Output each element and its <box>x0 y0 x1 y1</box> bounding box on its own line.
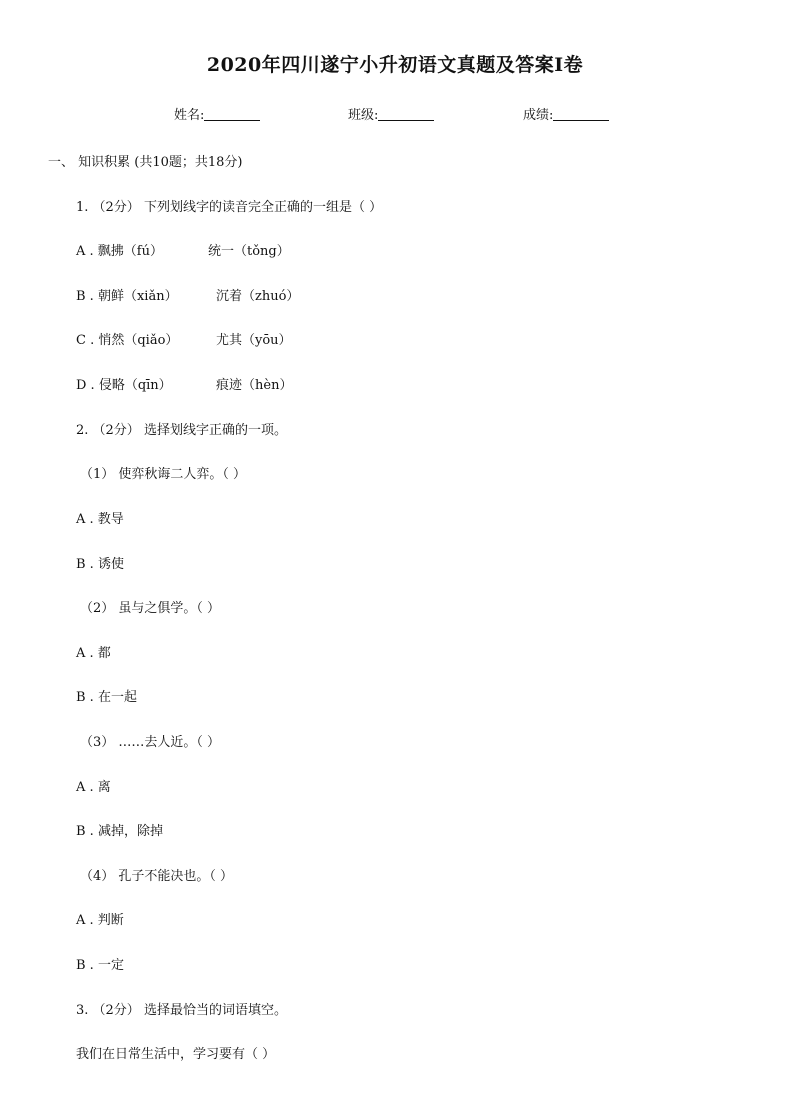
question-3-stem: 3. （2分） 选择最恰当的词语填空。 <box>76 1003 287 1018</box>
q1-option-a-first: A . 飘拂（fú） <box>76 244 163 259</box>
q1-option-c-first: C . 悄然（qiǎo） <box>76 333 179 348</box>
q2-sub4: （4） 孔子不能决也。（ ） <box>80 869 234 884</box>
q1-option-c-second: 尤其（yōu） <box>216 333 292 348</box>
q2-sub4-option-a: A . 判断 <box>76 913 124 928</box>
class-field <box>348 104 434 123</box>
q2-sub2: （2） 虽与之俱学。（ ） <box>80 601 221 616</box>
question-3-text: 我们在日常生活中，学习要有（ ） <box>76 1047 276 1062</box>
student-info-row <box>0 104 790 124</box>
q2-sub2-option-b: B . 在一起 <box>76 690 137 705</box>
document-title: 2020年四川遂宁小升初语文真题及答案Ⅰ卷 <box>206 54 584 76</box>
q2-sub1-option-b: B . 诱使 <box>76 557 124 572</box>
name-blank <box>204 107 260 121</box>
q1-option-b <box>76 285 300 304</box>
q1-option-a-second: 统一（tǒng） <box>208 244 290 259</box>
q2-sub3-option-b: B . 减掉，除掉 <box>76 824 163 839</box>
q1-option-b-second: 沉着（zhuó） <box>216 289 300 304</box>
name-label: 姓名: <box>174 108 205 123</box>
q1-option-a <box>76 240 290 259</box>
q1-option-d-second: 痕迹（hèn） <box>216 378 293 393</box>
q1-option-c <box>76 329 292 348</box>
name-field <box>174 104 260 123</box>
score-label: 成绩: <box>523 108 554 123</box>
q2-sub1: （1） 使弈秋诲二人弈。（ ） <box>80 467 247 482</box>
score-blank <box>553 107 609 121</box>
class-blank <box>378 107 434 121</box>
q1-option-b-first: B . 朝鲜（xiǎn） <box>76 289 178 304</box>
question-1-stem: 1. （2分） 下列划线字的读音完全正确的一组是（ ） <box>76 200 383 215</box>
q2-sub3-option-a: A . 离 <box>76 780 111 795</box>
score-field <box>523 104 609 123</box>
q1-option-d-first: D . 侵略（qīn） <box>76 378 172 393</box>
section-heading: 一、 知识积累 (共10题；共18分) <box>48 155 243 170</box>
class-label: 班级: <box>348 108 379 123</box>
q2-sub2-option-a: A . 都 <box>76 646 111 661</box>
q2-sub1-option-a: A . 教导 <box>76 512 124 527</box>
question-2-stem: 2. （2分） 选择划线字正确的一项。 <box>76 423 287 438</box>
q2-sub4-option-b: B . 一定 <box>76 958 124 973</box>
q2-sub3: （3） ……去人近。（ ） <box>80 735 221 750</box>
q1-option-d <box>76 374 293 393</box>
